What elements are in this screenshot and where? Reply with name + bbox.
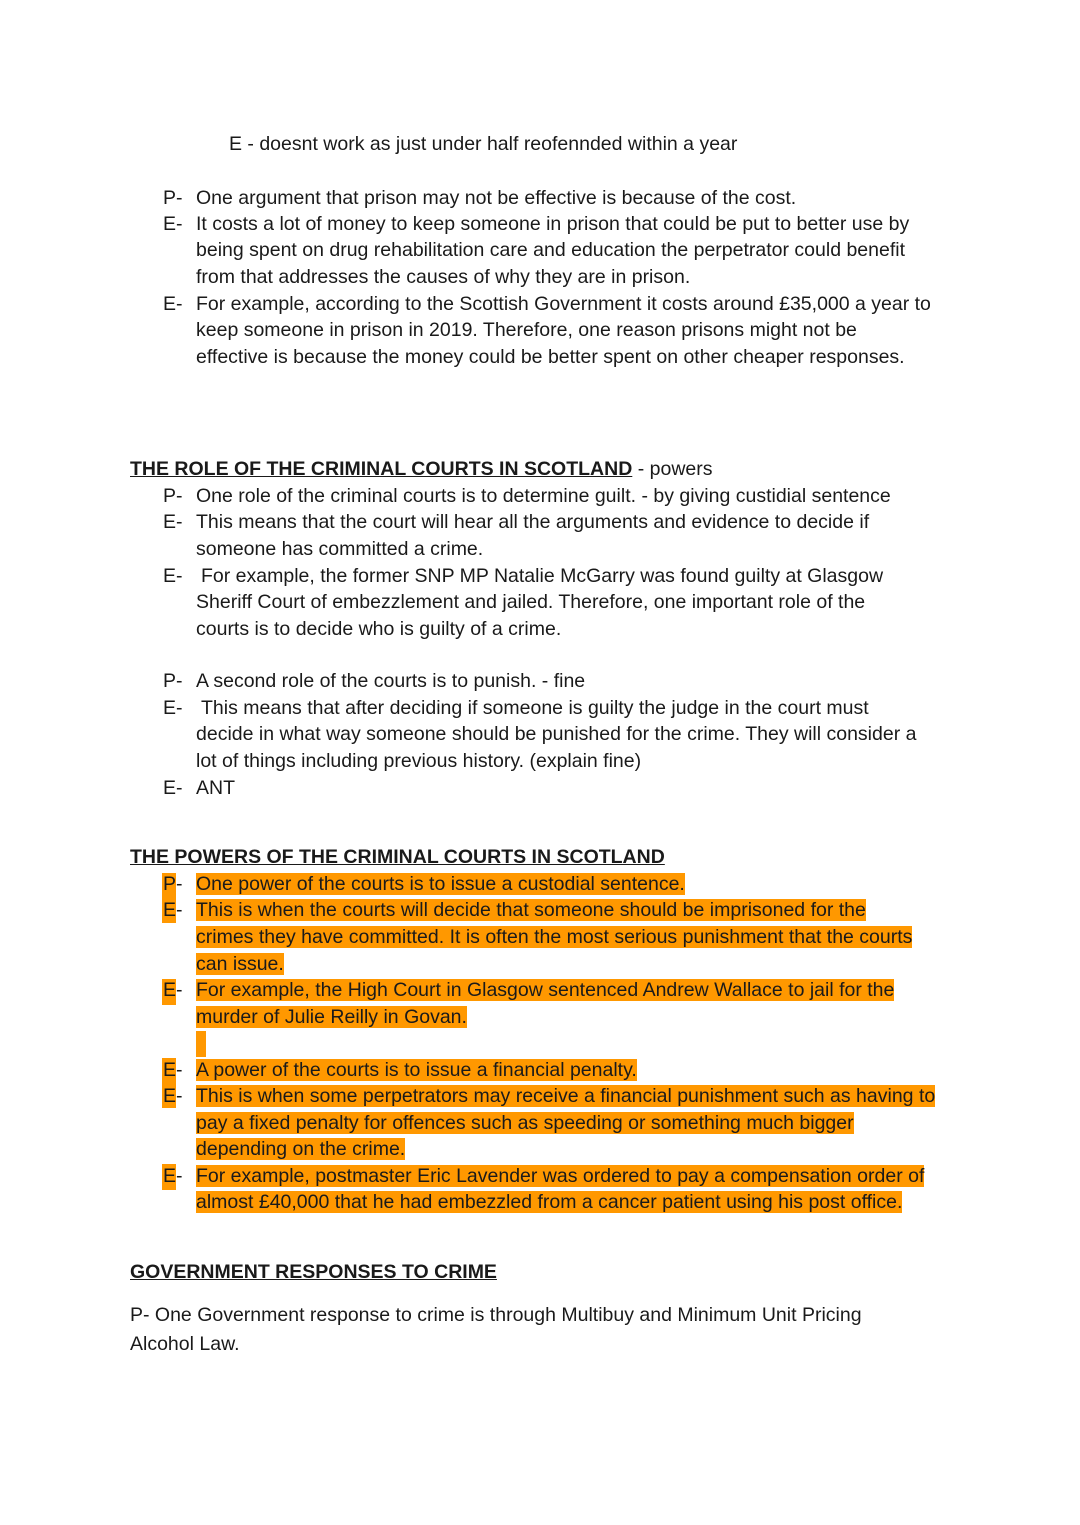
example-label: E-: [163, 777, 183, 799]
explain-text-line: This means that the court will hear all the arguments and evidence to decide if: [196, 511, 870, 533]
explain-text-line: someone has committed a crime.: [196, 538, 484, 560]
example-text-line: courts is to decide who is guilty of a crime.: [196, 618, 562, 640]
explain-text-line: [196, 1083, 935, 1109]
explain-text-line: [196, 1110, 854, 1136]
example-text: ANT: [196, 777, 235, 799]
example-text-line: For example, according to the Scottish Government it costs around £35,000 a year to: [196, 293, 931, 315]
example-text-line: For example, the former SNP MP Natalie McGarry was found guilty at Glasgow: [201, 565, 884, 587]
point-label: P-: [163, 873, 183, 895]
point-text: One argument that prison may not be effective is because of the cost.: [196, 187, 797, 209]
point-text: One role of the criminal courts is to determine guilt. - by giving custidial sentence: [196, 485, 891, 507]
example-text-line: effective is because the money could be better spent on other cheaper responses.: [196, 346, 905, 368]
point-text: A second role of the courts is to punish. - fine: [196, 670, 586, 692]
paragraph-line: Alcohol Law.: [130, 1333, 240, 1355]
highlighted-text: can issue.: [196, 953, 284, 975]
point-label: E-: [163, 1059, 183, 1081]
highlighted-text: almost £40,000 that he had embezzled from a cancer patient using his post office.: [196, 1191, 903, 1213]
heading-annotation: - powers: [632, 458, 713, 480]
example-text-line: keep someone in prison in 2019. Therefore, one reason prisons might not be: [196, 319, 857, 341]
explain-label: E-: [163, 1085, 183, 1107]
point-label: P-: [163, 670, 183, 692]
point-label: P-: [163, 485, 183, 507]
example-text-line: [196, 1163, 924, 1189]
point-text: [196, 1057, 637, 1083]
explain-text-line: [196, 924, 912, 950]
highlighted-text: crimes they have committed. It is often the most serious punishment that the courts: [196, 926, 913, 948]
highlighted-text: This is when the courts will decide that someone should be imprisoned for the: [196, 899, 866, 921]
example-label: E-: [163, 565, 183, 587]
example-label: E-: [163, 293, 183, 315]
highlighted-text: For example, postmaster Eric Lavender was ordered to pay a compensation order of: [196, 1165, 925, 1187]
explain-label: E-: [163, 511, 183, 533]
example-text-line: [196, 977, 894, 1003]
example-label: E-: [163, 979, 183, 1001]
intro-evaluation-line: E - doesnt work as just under half reofennded within a year: [229, 133, 738, 155]
highlighted-text: This is when some perpetrators may receive a financial punishment such as having to: [196, 1085, 936, 1107]
paragraph-line: P- One Government response to crime is through Multibuy and Minimum Unit Pricing: [130, 1304, 862, 1326]
point-label: P-: [163, 187, 183, 209]
highlighted-text: depending on the crime.: [196, 1138, 406, 1160]
highlight-bar: [196, 1031, 206, 1057]
explain-label: E-: [163, 697, 183, 719]
highlighted-text: For example, the High Court in Glasgow sentenced Andrew Wallace to jail for the: [196, 979, 895, 1001]
explain-label: E-: [163, 899, 183, 921]
explain-text-line: [196, 897, 866, 923]
example-text-line: Sheriff Court of embezzlement and jailed. Therefore, one important role of the: [196, 591, 866, 613]
explain-text-line: being spent on drug rehabilitation care and education the perpetrator could benefit: [196, 239, 905, 261]
explain-text-line: from that addresses the causes of why they are in prison.: [196, 266, 691, 288]
explain-text-line: It costs a lot of money to keep someone in prison that could be put to better use by: [196, 213, 910, 235]
explain-text-line: decide in what way someone should be punished for the crime. They will consider a: [196, 723, 917, 745]
example-text-line: [196, 1189, 902, 1215]
highlighted-text: murder of Julie Reilly in Govan.: [196, 1006, 467, 1028]
section-heading: THE ROLE OF THE CRIMINAL COURTS IN SCOTLAND: [130, 458, 633, 480]
section-heading: THE POWERS OF THE CRIMINAL COURTS IN SCOTLAND: [130, 846, 665, 868]
explain-text-line: [196, 1136, 405, 1162]
explain-text-line: [196, 951, 284, 977]
highlighted-text: One power of the courts is to issue a custodial sentence.: [196, 873, 685, 895]
highlighted-text: A power of the courts is to issue a financial penalty.: [196, 1059, 637, 1081]
point-text: [196, 871, 685, 897]
explain-text-line: lot of things including previous history. (explain fine): [196, 750, 642, 772]
example-label: E-: [163, 1165, 183, 1187]
role-heading-row: [130, 456, 713, 482]
highlighted-text: pay a fixed penalty for offences such as speeding or something much bigger: [196, 1112, 854, 1134]
example-text-line: [196, 1004, 467, 1030]
section-heading: GOVERNMENT RESPONSES TO CRIME: [130, 1261, 497, 1283]
explain-label: E-: [163, 213, 183, 235]
explain-text-line: This means that after deciding if someone is guilty the judge in the court must: [201, 697, 869, 719]
